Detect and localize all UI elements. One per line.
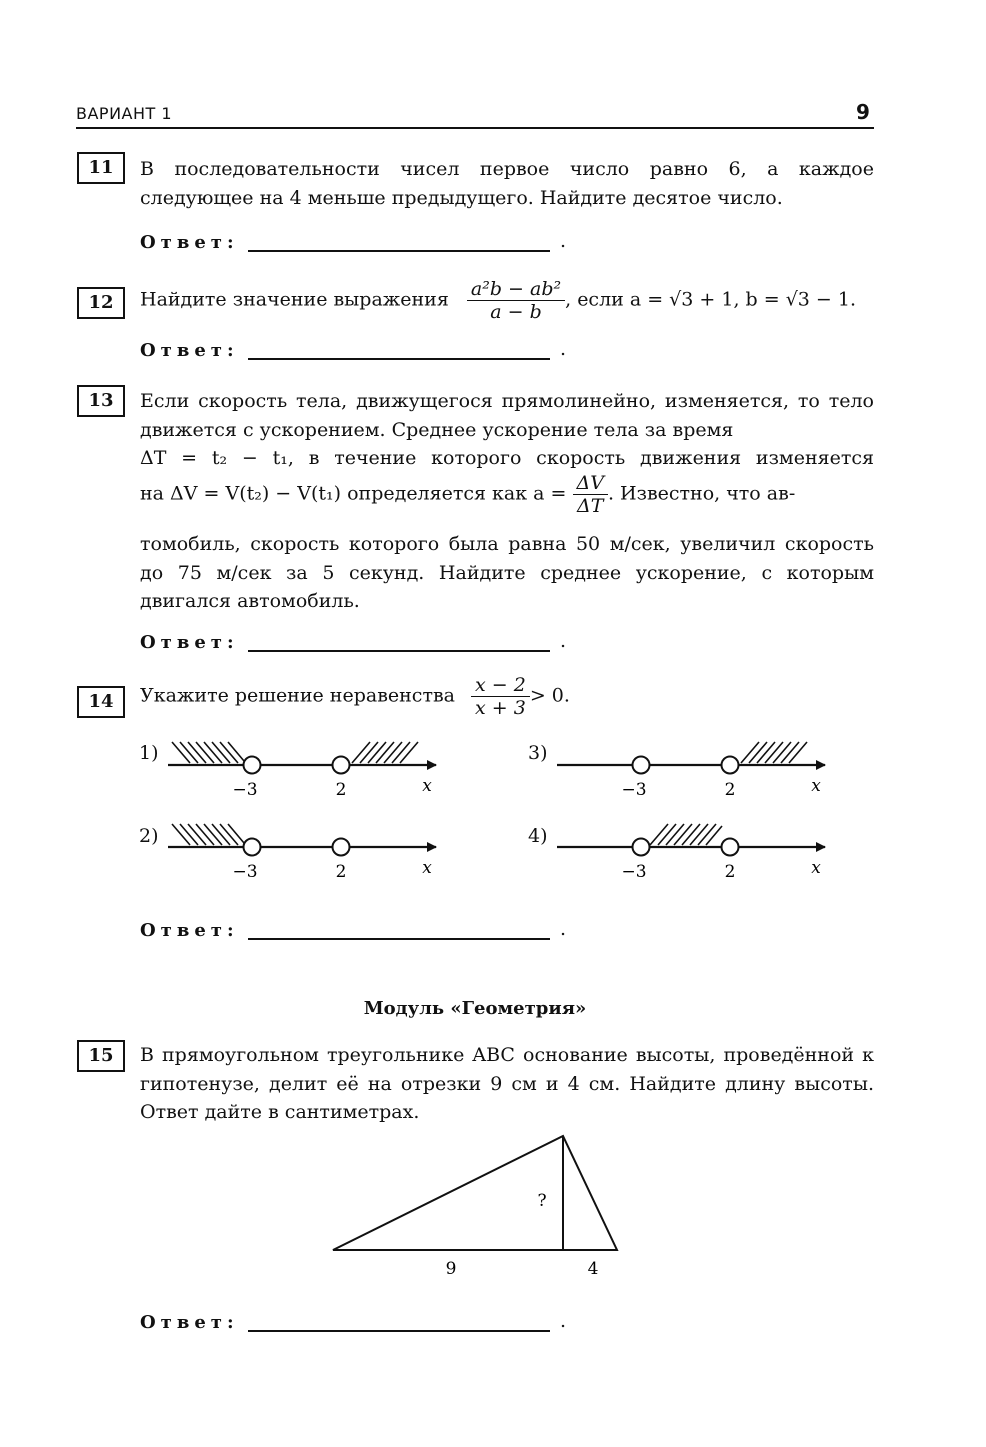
answer-line-11[interactable] (248, 250, 550, 252)
answer-label-13: Ответ: (140, 632, 239, 653)
task-13-line1: Если скорость тела, движущегося прямолинейно, изменяется, то тело движется с ускорением. Среднее ускорение тела за время (140, 390, 874, 441)
option-1-hatch-left (172, 742, 244, 763)
option-2-tick-b: 2 (335, 862, 347, 882)
option-2-tick-a: −3 (232, 862, 258, 882)
answer-label-14: Ответ: (140, 920, 239, 941)
task-13-numerator: ΔV (573, 472, 608, 495)
answer-dot-11: . (560, 230, 567, 252)
page-number: 9 (856, 100, 870, 124)
task-12-fraction (467, 278, 565, 323)
answer-line-12[interactable] (248, 358, 550, 360)
answer-label-12: Ответ: (140, 340, 239, 361)
task-12-denominator: a − b (490, 301, 542, 323)
task-14-numerator: x − 2 (471, 674, 530, 697)
option-2-hatch-left (172, 824, 244, 845)
option-1-axis-label: x (422, 776, 432, 796)
option-3-number-line[interactable] (557, 742, 825, 800)
task-13-line2: ΔT = t₂ − t₁, в течение которого скорость движения изменяется (140, 447, 874, 469)
option-4-label[interactable]: 4) (528, 825, 548, 847)
task-11-text: В последовательности чисел первое число равно 6, а каждое следующее на 4 меньше предыдущего. Найдите десятое число. (140, 158, 874, 209)
option-2-label[interactable]: 2) (139, 825, 159, 847)
module-title: Модуль «Геометрия» (363, 998, 587, 1019)
task-13-fraction (573, 472, 608, 517)
answer-line-13[interactable] (248, 650, 550, 652)
task-13-line4: томобиль, скорость которого была равна 50 м/сек, увеличил скорость до 75 м/сек за 5 секунд. Найдите среднее ускорение, с которым двигался автомобиль. (140, 533, 874, 612)
triangle-figure (333, 1136, 617, 1279)
option-4-tick-b: 2 (724, 862, 736, 882)
answer-label-15: Ответ: (140, 1312, 239, 1333)
task-12-text (140, 278, 856, 323)
task-number-14: 14 (77, 686, 125, 718)
option-3-axis-label: x (811, 776, 821, 796)
answer-dot-14: . (560, 918, 567, 940)
answer-dot-15: . (560, 1310, 567, 1332)
task-number-13: 13 (77, 385, 125, 417)
answer-dot-12: . (560, 338, 567, 360)
task-15-text: В прямоугольном треугольнике ABC основание высоты, проведённой к гипотенузе, делит её на отрезки 9 см и 4 см. Найдите длину высоты. Ответ дайте в сантиметрах. (140, 1044, 874, 1123)
option-3-label[interactable]: 3) (528, 742, 548, 764)
option-3-hatch-right (741, 742, 807, 763)
task-13-line3-suffix: . Известно, что ав- (607, 482, 796, 505)
option-4-number-line[interactable] (557, 824, 825, 882)
triangle-segment-left: 9 (445, 1259, 457, 1279)
option-1-tick-a: −3 (232, 780, 258, 800)
task-number-15: 15 (77, 1040, 125, 1072)
answer-line-15[interactable] (248, 1330, 550, 1332)
option-4-tick-a: −3 (621, 862, 647, 882)
task-12-suffix: , если a = √3 + 1, b = √3 − 1. (565, 288, 857, 311)
answer-line-14[interactable] (248, 938, 550, 940)
triangle-question-label: ? (537, 1191, 547, 1211)
task-12-prefix: Найдите значение выражения (140, 288, 449, 311)
option-4-hatch-middle (650, 824, 722, 845)
header-rule (76, 127, 874, 129)
option-1-tick-b: 2 (335, 780, 347, 800)
option-3-tick-b: 2 (724, 780, 736, 800)
option-2-number-line[interactable] (168, 824, 436, 882)
task-13-line3 (140, 472, 795, 517)
option-3-tick-a: −3 (621, 780, 647, 800)
task-13-line3-prefix: на ΔV = V(t₂) − V(t₁) определяется как a = (140, 482, 567, 505)
task-14-denominator: x + 3 (475, 697, 526, 719)
option-1-number-line[interactable] (168, 742, 436, 800)
task-number-12: 12 (77, 287, 125, 319)
task-14-fraction (471, 674, 530, 719)
task-13-denominator: ΔT (577, 495, 604, 517)
option-2-axis-label: x (422, 858, 432, 878)
answer-dot-13: . (560, 630, 567, 652)
option-1-hatch-right (352, 742, 418, 763)
task-12-numerator: a²b − ab² (467, 278, 565, 301)
option-1-label[interactable]: 1) (139, 742, 159, 764)
task-14-text (140, 674, 570, 719)
triangle-segment-right: 4 (587, 1259, 599, 1279)
task-number-11: 11 (77, 152, 125, 184)
task-14-prefix: Укажите решение неравенства (140, 684, 455, 707)
answer-label-11: Ответ: (140, 232, 239, 253)
option-4-axis-label: x (811, 858, 821, 878)
variant-label: ВАРИАНТ 1 (76, 104, 173, 123)
task-14-suffix: > 0. (529, 684, 570, 707)
